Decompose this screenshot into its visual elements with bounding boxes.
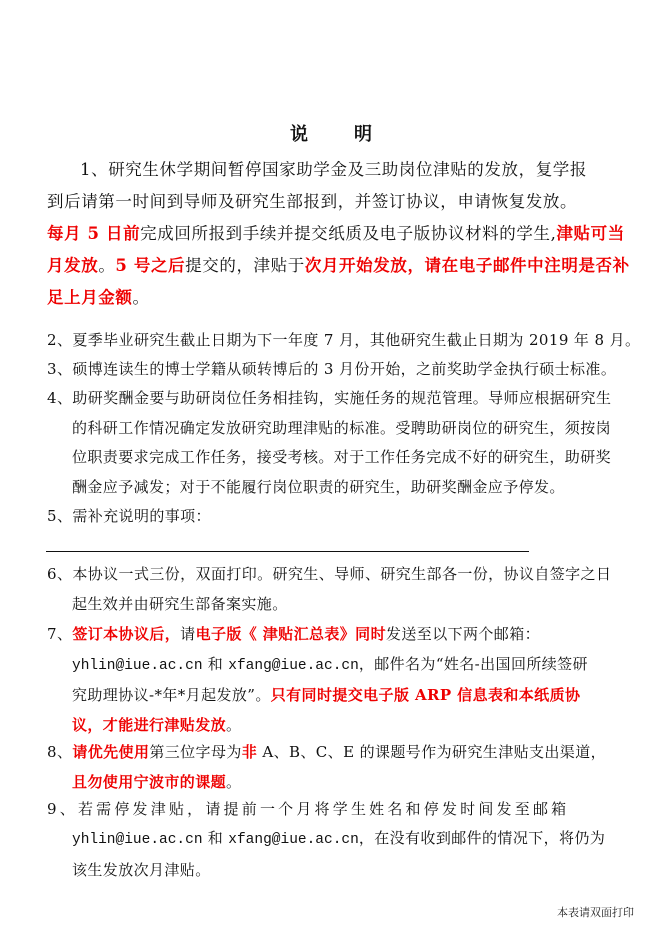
item-1-line-5 bbox=[47, 282, 617, 314]
sign-agreement-highlight: 签订本协议后， bbox=[72, 625, 181, 643]
item-7-text: 和 bbox=[202, 654, 229, 673]
print-note: 本表请双面打印 bbox=[557, 906, 634, 919]
item-8-line-2 bbox=[47, 768, 617, 798]
item-6 bbox=[47, 560, 617, 619]
item-8-number: 8、 bbox=[47, 743, 73, 761]
item-7-text: 。 bbox=[226, 715, 242, 734]
non-highlight: 非 bbox=[241, 743, 258, 761]
item-9-text: ，在没有收到邮件的情况下，将仍为 bbox=[358, 829, 606, 847]
item-4-line-2: 的科研工作情况确定发放研究助理津贴的标准。受聘助研岗位的研究生，须按岗 bbox=[72, 418, 612, 437]
item-8-line-1 bbox=[47, 738, 617, 768]
summary-table-highlight: 电子版《 津贴汇总表》同时 bbox=[195, 625, 386, 643]
arp-requirement-highlight: 议，才能进行津贴发放 bbox=[72, 715, 227, 734]
item-1-line-4 bbox=[47, 250, 630, 282]
email-link-yhlin[interactable]: yhlin@iue.ac.cn bbox=[72, 832, 203, 848]
email-link-xfang[interactable]: xfang@iue.ac.cn bbox=[228, 832, 359, 848]
item-5-label: 5、需补充说明的事项： bbox=[47, 507, 211, 525]
deadline-highlight: 5 号之后 bbox=[115, 256, 186, 275]
item-1-text: 提交的，津贴于 bbox=[185, 256, 305, 275]
item-9-continued bbox=[47, 824, 617, 885]
item-7-line-2 bbox=[47, 650, 617, 682]
item-7-number: 7、 bbox=[47, 625, 73, 643]
item-6-line-2: 起生效并由研究生部备案实施。 bbox=[72, 594, 288, 613]
item-1-line-1: 1、研究生休学期间暂停国家助学金及三助岗位津贴的发放，复学报 bbox=[80, 160, 587, 179]
item-4-line-3: 位职责要求完成工作任务，接受考核。对于工作任务完成不好的研究生，助研奖 bbox=[72, 448, 612, 466]
item-7-text: ，邮件名为“姓名-出国回所续签研 bbox=[358, 654, 588, 673]
priority-highlight: 请优先使用 bbox=[72, 743, 150, 761]
item-3 bbox=[47, 355, 617, 385]
item-9 bbox=[47, 795, 617, 825]
arp-requirement-highlight: 只有同时提交电子版 ARP 信息表和本纸质协 bbox=[270, 686, 581, 704]
next-month-highlight: 次月开始发放，请在电子邮件中注明是否补 bbox=[304, 256, 630, 275]
supplementary-notes-blank-line[interactable] bbox=[46, 551, 529, 552]
item-7-text: 发送至以下两个邮箱： bbox=[386, 625, 541, 643]
item-1-text: 完成回所报到手续并提交纸质及电子版协议材料的学生, bbox=[140, 224, 557, 243]
item-7-text: 请 bbox=[180, 625, 196, 643]
item-7-line-3 bbox=[47, 681, 617, 711]
item-9-text: 和 bbox=[202, 829, 229, 847]
item-5 bbox=[47, 502, 617, 532]
item-1-line-3 bbox=[47, 218, 625, 250]
item-9-line-3: 该生发放次月津贴。 bbox=[72, 860, 211, 879]
item-1 bbox=[47, 154, 630, 314]
item-1-text: 。 bbox=[132, 288, 150, 307]
item-7-line-4 bbox=[47, 711, 617, 741]
deadline-highlight: 每月 5 日前 bbox=[47, 224, 141, 243]
item-2 bbox=[47, 326, 641, 356]
page-title bbox=[0, 120, 662, 146]
ningbo-warning-highlight: 且勿使用宁波市的课题 bbox=[72, 772, 227, 791]
payment-highlight: 月发放 bbox=[47, 256, 99, 275]
email-link-xfang[interactable]: xfang@iue.ac.cn bbox=[228, 657, 359, 674]
item-8-text: 。 bbox=[226, 772, 242, 791]
item-7-line-1 bbox=[47, 620, 617, 650]
email-link-yhlin[interactable]: yhlin@iue.ac.cn bbox=[72, 657, 203, 674]
amount-highlight: 足上月金额 bbox=[47, 288, 133, 307]
item-9-line-2 bbox=[47, 824, 617, 856]
item-8-text: 第三位字母为 bbox=[149, 743, 242, 761]
item-4-line-4: 酬金应予减发；对于不能履行岗位职责的研究生，助研奖酬金应予停发。 bbox=[72, 477, 565, 496]
item-7-text: 究助理协议-*年*月起发放”。 bbox=[72, 686, 271, 704]
item-2-text: 2、夏季毕业研究生截止日期为下一年度 7 月，其他研究生截止日期为 2019 年 8 月。 bbox=[47, 331, 641, 349]
item-4 bbox=[47, 384, 617, 502]
item-6-line-1: 6、本协议一式三份，双面打印。研究生、导师、研究生部各一份，协议自签字之日 bbox=[47, 565, 612, 583]
item-7 bbox=[47, 620, 617, 740]
payment-highlight: 津贴可当 bbox=[556, 224, 625, 243]
item-1-text: 。 bbox=[98, 256, 116, 275]
item-8-text: A、B、C、E 的课题号作为研究生津贴支出渠道， bbox=[257, 743, 606, 761]
item-1-line-2: 到后请第一时间到导师及研究生部报到，并签订协议，申请恢复发放。 bbox=[47, 192, 578, 211]
title-char-1: 说 bbox=[290, 124, 308, 145]
item-8 bbox=[47, 738, 617, 797]
item-4-line-1: 4、助研奖酬金要与助研岗位任务相挂钩，实施任务的规范管理。导师应根据研究生 bbox=[47, 389, 612, 407]
item-3-text: 3、硕博连读生的博士学籍从硕转博后的 3 月份开始，之前奖助学金执行硕士标准。 bbox=[47, 360, 617, 378]
title-char-2: 明 bbox=[354, 124, 372, 145]
item-9-line-1: 9、若需停发津贴，请提前一个月将学生姓名和停发时间发至邮箱 bbox=[47, 800, 570, 818]
